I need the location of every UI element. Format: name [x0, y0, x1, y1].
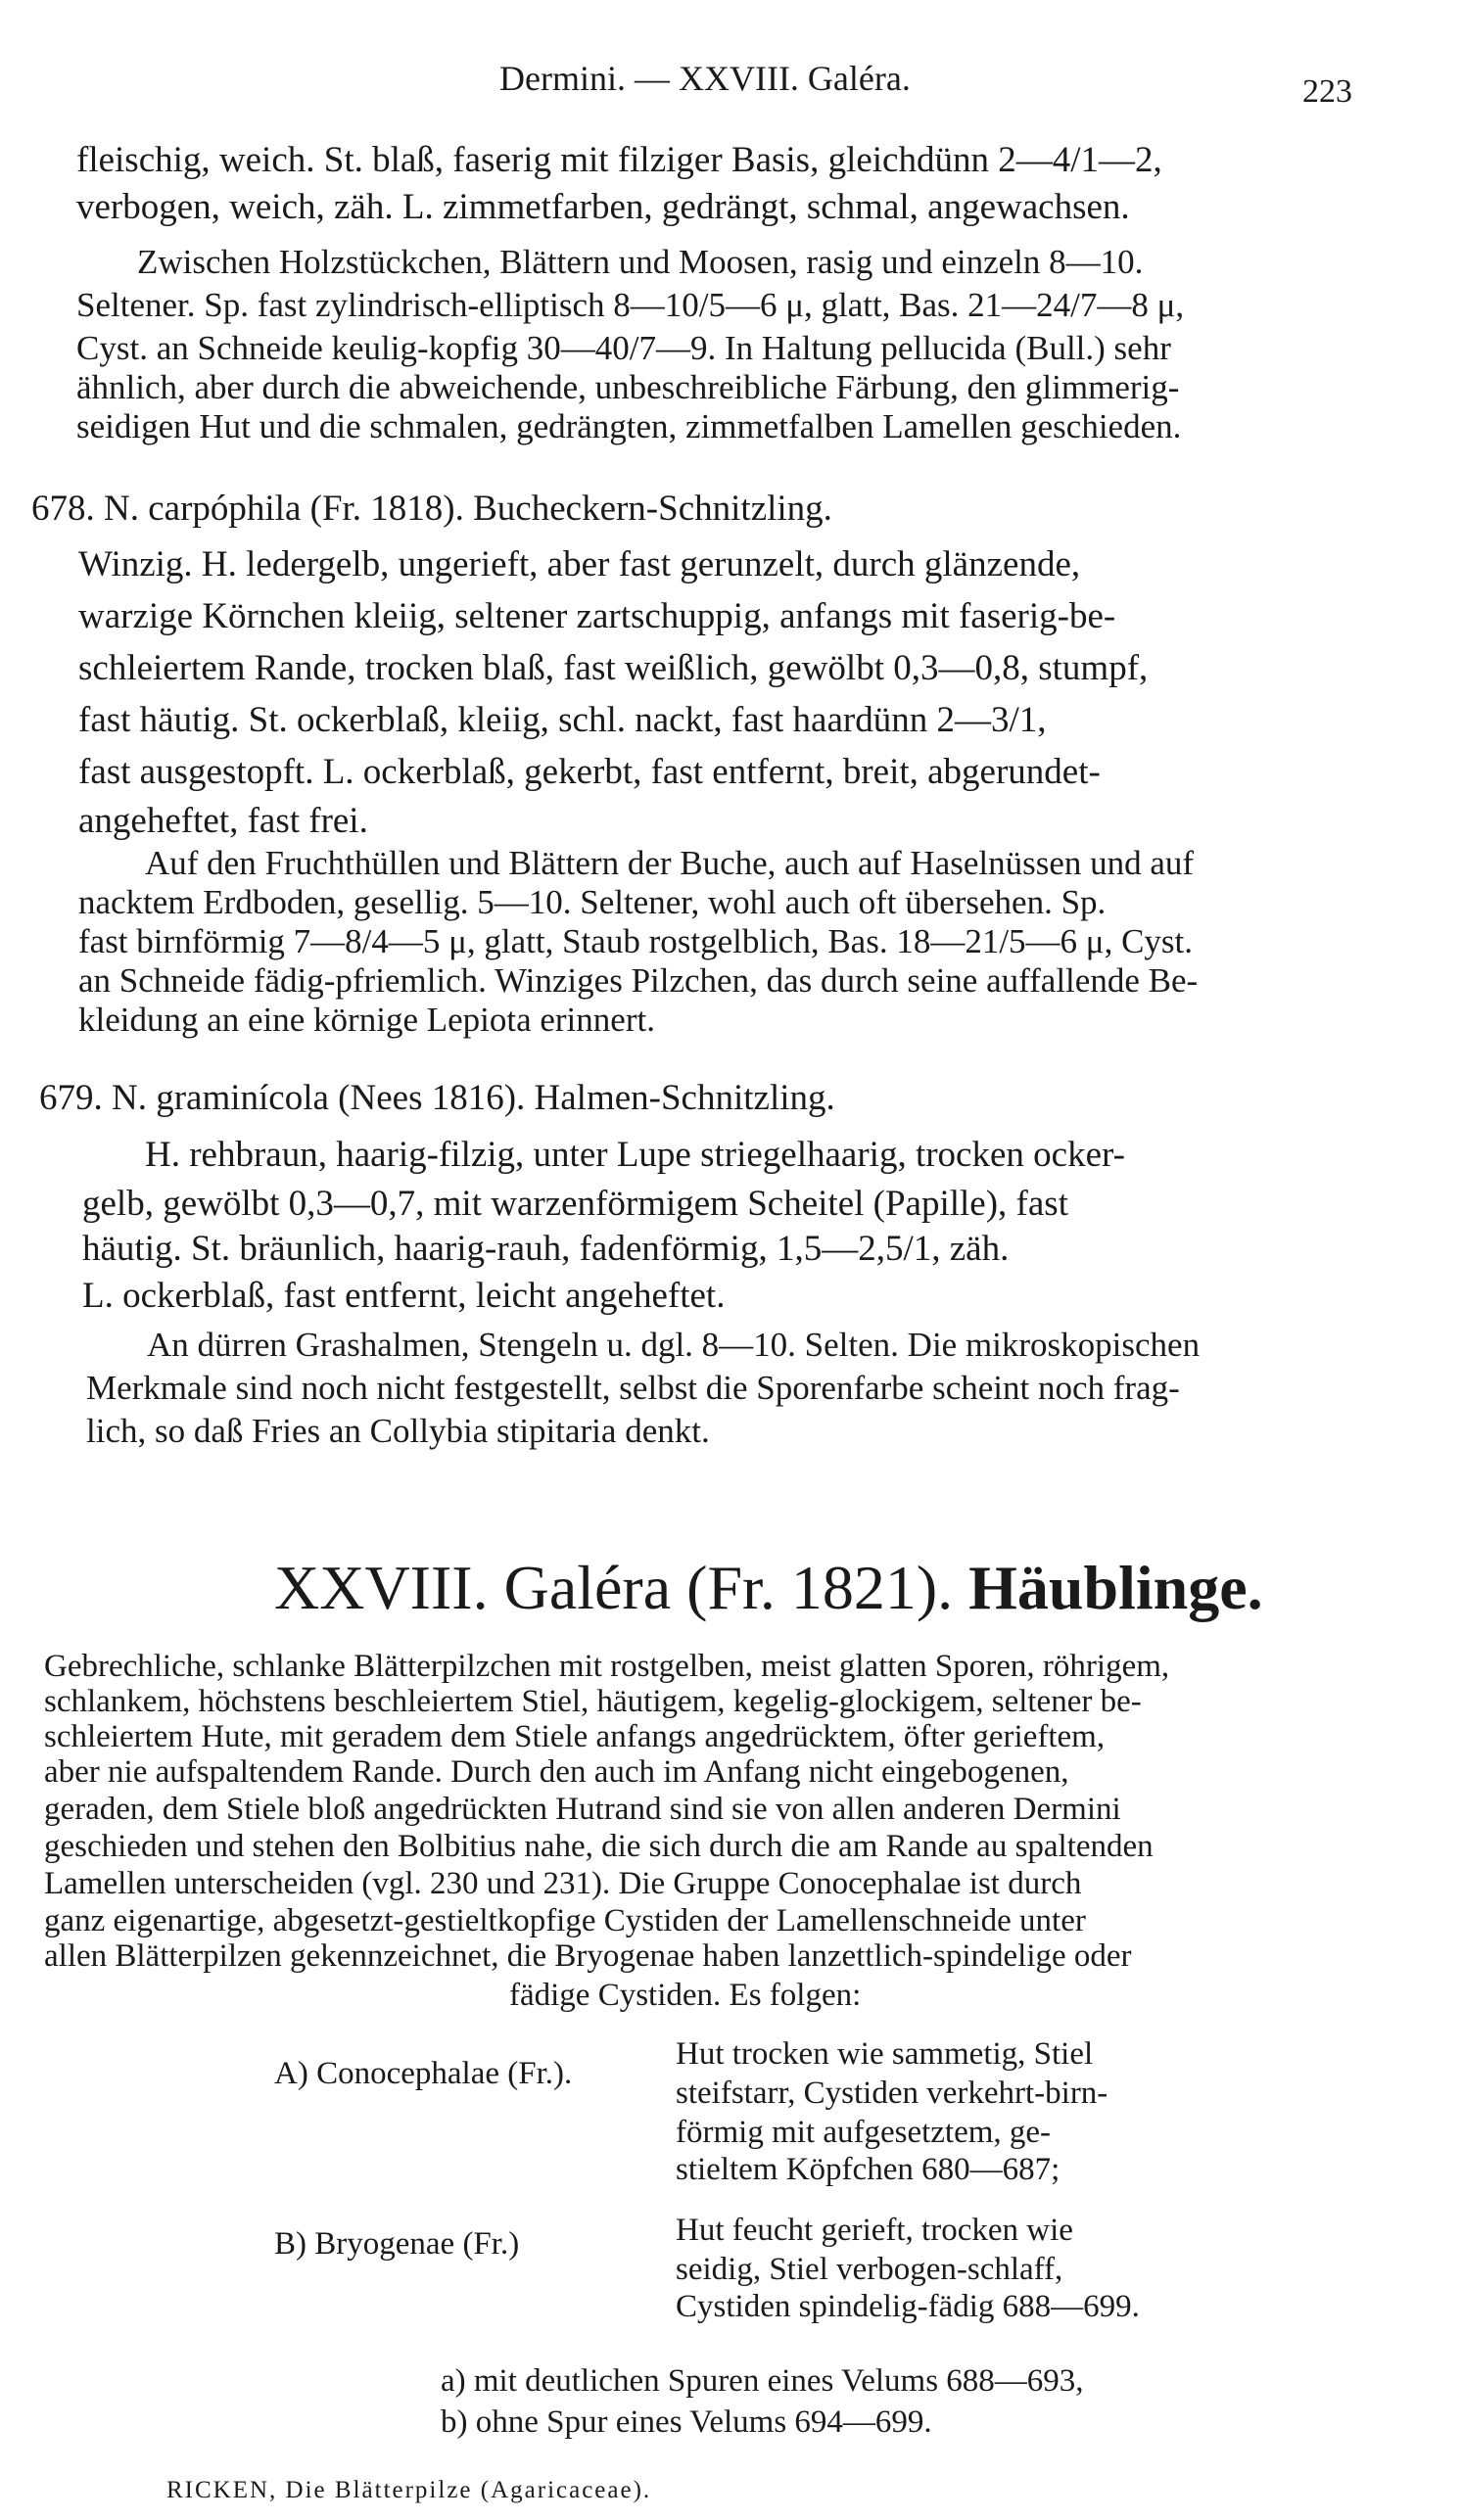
- paragraph-line: schleiertem Rande, trocken blaß, fast weißlich, gewölbt 0,3—0,8, stumpf,: [78, 648, 1149, 688]
- paragraph-line: kleidung an eine körnige Lepiota erinnert.: [78, 1001, 655, 1039]
- paragraph-line: ähnlich, aber durch die abweichende, unbeschreibliche Färbung, den glimmerig-: [76, 368, 1180, 406]
- section-title: XXVIII. Galéra (Fr. 1821).: [274, 1553, 954, 1622]
- group-line: seidig, Stiel verbogen-schlaff,: [676, 2252, 1063, 2287]
- paragraph-line: nacktem Erdboden, gesellig. 5—10. Seltener, wohl auch oft übersehen. Sp.: [78, 883, 1107, 921]
- entry-heading: 679. N. graminícola (Nees 1816). Halmen-Schnitzling.: [39, 1078, 835, 1118]
- paragraph-line: aber nie aufspaltendem Rande. Durch den auch im Anfang nicht eingebogenen,: [44, 1754, 1069, 1790]
- paragraph-line: schleiertem Hute, mit geradem dem Stiele anfangs angedrücktem, öfter gerieftem,: [44, 1719, 1106, 1754]
- group-line: Hut trocken wie sammetig, Stiel: [676, 2036, 1094, 2072]
- paragraph-line: fast birnförmig 7—8/4—5 μ, glatt, Staub rostgelblich, Bas. 18—21/5—6 μ, Cyst.: [78, 922, 1194, 960]
- paragraph-line: fast häutig. St. ockerblaß, kleiig, schl. nackt, fast haardünn 2—3/1,: [78, 700, 1047, 740]
- paragraph-line: Lamellen unterscheiden (vgl. 230 und 231). Die Gruppe Conocephalae ist durch: [44, 1866, 1082, 1901]
- paragraph-line: fädige Cystiden. Es folgen:: [509, 1978, 862, 2013]
- paragraph-line: Gebrechliche, schlanke Blätterpilzchen mit rostgelben, meist glatten Sporen, röhrigem,: [44, 1649, 1170, 1684]
- paragraph-line: verbogen, weich, zäh. L. zimmetfarben, gedrängt, schmal, angewachsen.: [76, 187, 1130, 227]
- group-line: stieltem Köpfchen 680—687;: [676, 2152, 1060, 2187]
- paragraph-line: Cyst. an Schneide keulig-kopfig 30—40/7—9. In Haltung pellucida (Bull.) sehr: [76, 329, 1171, 367]
- paragraph-line: ganz eigenartige, abgesetzt-gestieltkopfige Cystiden der Lamellenschneide unter: [44, 1903, 1086, 1938]
- subgroup-item: a) mit deutlichen Spuren eines Velums 688—693,: [441, 2363, 1084, 2399]
- paragraph-line: geraden, dem Stiele bloß angedrückten Hutrand sind sie von allen anderen Dermini: [44, 1792, 1121, 1827]
- paragraph-line: L. ockerblaß, fast entfernt, leicht angeheftet.: [82, 1276, 726, 1316]
- paragraph-line: Winzig. H. ledergelb, ungerieft, aber fast gerunzelt, durch glänzende,: [78, 544, 1081, 584]
- paragraph-line: häutig. St. bräunlich, haarig-rauh, fadenförmig, 1,5—2,5/1, zäh.: [82, 1229, 1010, 1269]
- paragraph-line: An dürren Grashalmen, Stengeln u. dgl. 8—10. Selten. Die mikroskopischen: [147, 1326, 1201, 1364]
- group-line: steifstarr, Cystiden verkehrt-birn-: [676, 2076, 1108, 2111]
- paragraph-line: warzige Körnchen kleiig, seltener zartschuppig, anfangs mit faserig-be-: [78, 596, 1116, 636]
- paragraph-line: Merkmale sind noch nicht festgestellt, selbst die Sporenfarbe scheint noch frag-: [86, 1369, 1180, 1407]
- entry-heading: 678. N. carpóphila (Fr. 1818). Bucheckern-Schnitzling.: [31, 489, 832, 529]
- paragraph-line: lich, so daß Fries an Collybia stipitaria denkt.: [86, 1412, 710, 1450]
- page-footer: RICKEN, Die Blätterpilze (Agaricaceae).: [166, 2477, 652, 2503]
- paragraph-line: Seltener. Sp. fast zylindrisch-elliptisch 8—10/5—6 μ, glatt, Bas. 21—24/7—8 μ,: [76, 286, 1185, 324]
- group-label: B) Bryogenae (Fr.): [274, 2226, 520, 2262]
- page-number: 223: [1302, 73, 1352, 110]
- paragraph-line: Auf den Fruchthüllen und Blättern der Buche, auch auf Haselnüssen und auf: [145, 844, 1195, 882]
- group-label: A) Conocephalae (Fr.).: [274, 2056, 573, 2091]
- paragraph-line: angeheftet, fast frei.: [78, 801, 368, 841]
- section-common-name: Häublinge.: [968, 1553, 1263, 1622]
- subgroup-item: b) ohne Spur eines Velums 694—699.: [441, 2404, 932, 2440]
- paragraph-line: gelb, gewölbt 0,3—0,7, mit warzenförmigem Scheitel (Papille), fast: [82, 1184, 1068, 1224]
- group-line: Cystiden spindelig-fädig 688—699.: [676, 2289, 1140, 2324]
- paragraph-line: allen Blätterpilzen gekennzeichnet, die Bryogenae haben lanzettlich-spindelige oder: [44, 1938, 1132, 1974]
- paragraph-line: H. rehbraun, haarig-filzig, unter Lupe striegelhaarig, trocken ocker-: [145, 1135, 1125, 1175]
- paragraph-line: schlankem, höchstens beschleiertem Stiel, häutigem, kegelig-glockigem, seltener be-: [44, 1684, 1142, 1719]
- paragraph-line: Zwischen Holzstückchen, Blättern und Moosen, rasig und einzeln 8—10.: [137, 243, 1144, 281]
- group-line: Hut feucht gerieft, trocken wie: [676, 2213, 1073, 2248]
- paragraph-line: an Schneide fädig-pfriemlich. Winziges Pilzchen, das durch seine auffallende Be-: [78, 961, 1199, 1000]
- section-heading: [274, 1552, 1263, 1624]
- paragraph-line: geschieden und stehen den Bolbitius nahe, die sich durch die am Rande au spaltenden: [44, 1829, 1154, 1864]
- paragraph-line: seidigen Hut und die schmalen, gedrängten, zimmetfalben Lamellen geschieden.: [76, 407, 1182, 445]
- paragraph-line: fast ausgestopft. L. ockerblaß, gekerbt, fast entfernt, breit, abgerundet-: [78, 752, 1101, 792]
- paragraph-line: fleischig, weich. St. blaß, faserig mit filziger Basis, gleichdünn 2—4/1—2,: [76, 140, 1162, 180]
- group-line: förmig mit aufgesetztem, ge-: [676, 2115, 1052, 2150]
- running-title: Dermini. — XXVIII. Galéra.: [499, 59, 911, 98]
